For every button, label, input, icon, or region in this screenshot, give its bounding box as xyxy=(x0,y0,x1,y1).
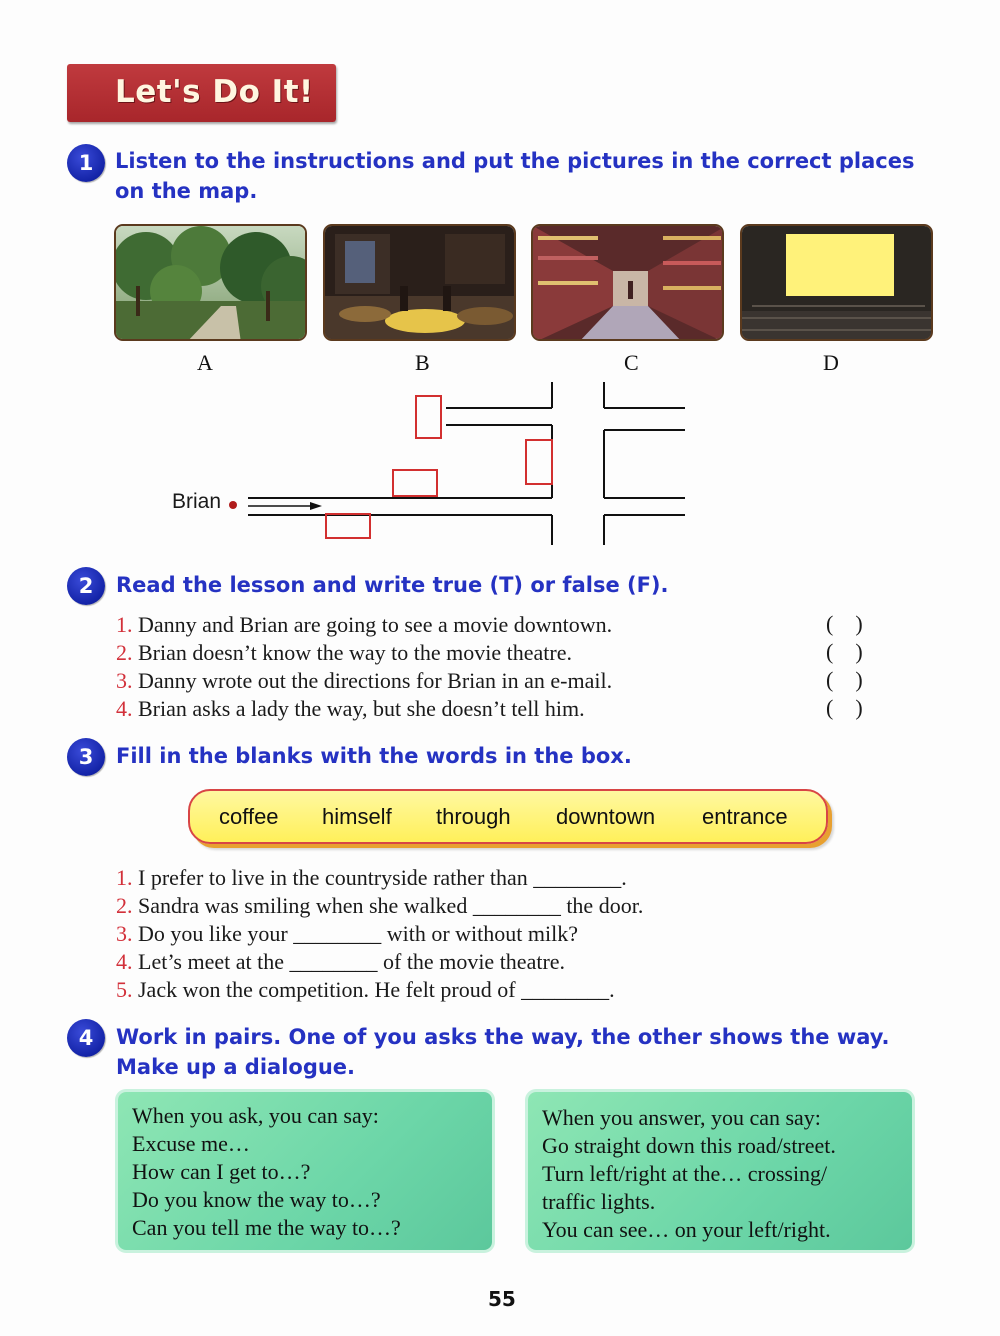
word-box-word: downtown xyxy=(556,804,656,829)
tf-item: 3. Danny wrote out the directions for Brian in an e-mail. xyxy=(116,668,613,693)
brian-label: Brian xyxy=(172,490,222,513)
picture-d-movie-theatre xyxy=(740,224,933,341)
section-3-instruction: Fill in the blanks with the words in the box. xyxy=(116,744,632,768)
picture-c-label: C xyxy=(624,350,639,375)
ask-phrase: Can you tell me the way to…? xyxy=(132,1215,401,1240)
picture-b-restaurant xyxy=(323,224,516,341)
tf-item: 4. Brian asks a lady the way, but she doesn’t tell him. xyxy=(116,696,585,721)
section-1-number: 1 xyxy=(67,144,105,182)
answer-phrase: traffic lights. xyxy=(542,1189,656,1214)
section-4-instruction-line2: Make up a dialogue. xyxy=(116,1055,356,1079)
ask-phrases-box xyxy=(118,1092,492,1250)
section-4-instruction-line1: Work in pairs. One of you asks the way, the other shows the way. xyxy=(116,1025,890,1049)
page-number: 55 xyxy=(488,1287,516,1311)
section-4-number: 4 xyxy=(67,1019,105,1057)
word-box-word: entrance xyxy=(702,804,788,829)
section-3-number: 3 xyxy=(67,738,105,776)
section-4-instruction xyxy=(116,1022,890,1082)
lets-do-it-banner xyxy=(67,64,336,122)
picture-b-label: B xyxy=(415,350,430,375)
word-box-word: coffee xyxy=(219,804,279,829)
picture-a-label: A xyxy=(197,350,213,375)
section-1-instruction-line1: Listen to the instructions and put the pictures in the correct places xyxy=(115,149,915,173)
tf-answer-blank[interactable]: ( ) xyxy=(826,639,863,664)
fill-item: 2. Sandra was smiling when she walked ________ the door. xyxy=(116,893,644,918)
answer-phrase: Turn left/right at the… crossing/ xyxy=(542,1161,828,1186)
word-box xyxy=(188,789,828,844)
tf-answer-blank[interactable]: ( ) xyxy=(826,667,863,692)
banner-title: Let's Do It! xyxy=(115,74,314,110)
picture-c-supermarket xyxy=(531,224,724,341)
word-box-word: through xyxy=(436,804,511,829)
word-box-word: himself xyxy=(322,804,392,829)
ask-phrase: When you ask, you can say: xyxy=(132,1103,379,1128)
answer-phrase: Go straight down this road/street. xyxy=(542,1133,836,1158)
street-map xyxy=(160,370,700,560)
section-1-instruction xyxy=(115,146,914,206)
answer-phrase: When you answer, you can say: xyxy=(542,1105,821,1130)
ask-phrase: How can I get to…? xyxy=(132,1159,311,1184)
fill-item: 1. I prefer to live in the countryside rather than ________. xyxy=(116,865,627,890)
answer-phrase: You can see… on your left/right. xyxy=(542,1217,831,1242)
section-1-instruction-line2: on the map. xyxy=(115,179,258,203)
tf-item: 2. Brian doesn’t know the way to the movie theatre. xyxy=(116,640,572,665)
picture-d-label: D xyxy=(823,350,839,375)
fill-item: 5. Jack won the competition. He felt proud of ________. xyxy=(116,977,615,1002)
picture-a-park xyxy=(114,224,307,341)
section-2-number: 2 xyxy=(67,567,105,605)
tf-answer-blank[interactable]: ( ) xyxy=(826,611,863,636)
ask-phrase: Excuse me… xyxy=(132,1131,250,1156)
tf-item: 1. Danny and Brian are going to see a movie downtown. xyxy=(116,612,613,637)
fill-item: 3. Do you like your ________ with or without milk? xyxy=(116,921,578,946)
tf-answer-blank[interactable]: ( ) xyxy=(826,695,863,720)
section-2-instruction: Read the lesson and write true (T) or false (F). xyxy=(116,573,669,597)
answer-phrases-box xyxy=(528,1092,912,1250)
ask-phrase: Do you know the way to…? xyxy=(132,1187,381,1212)
fill-item: 4. Let’s meet at the ________ of the movie theatre. xyxy=(116,949,566,974)
